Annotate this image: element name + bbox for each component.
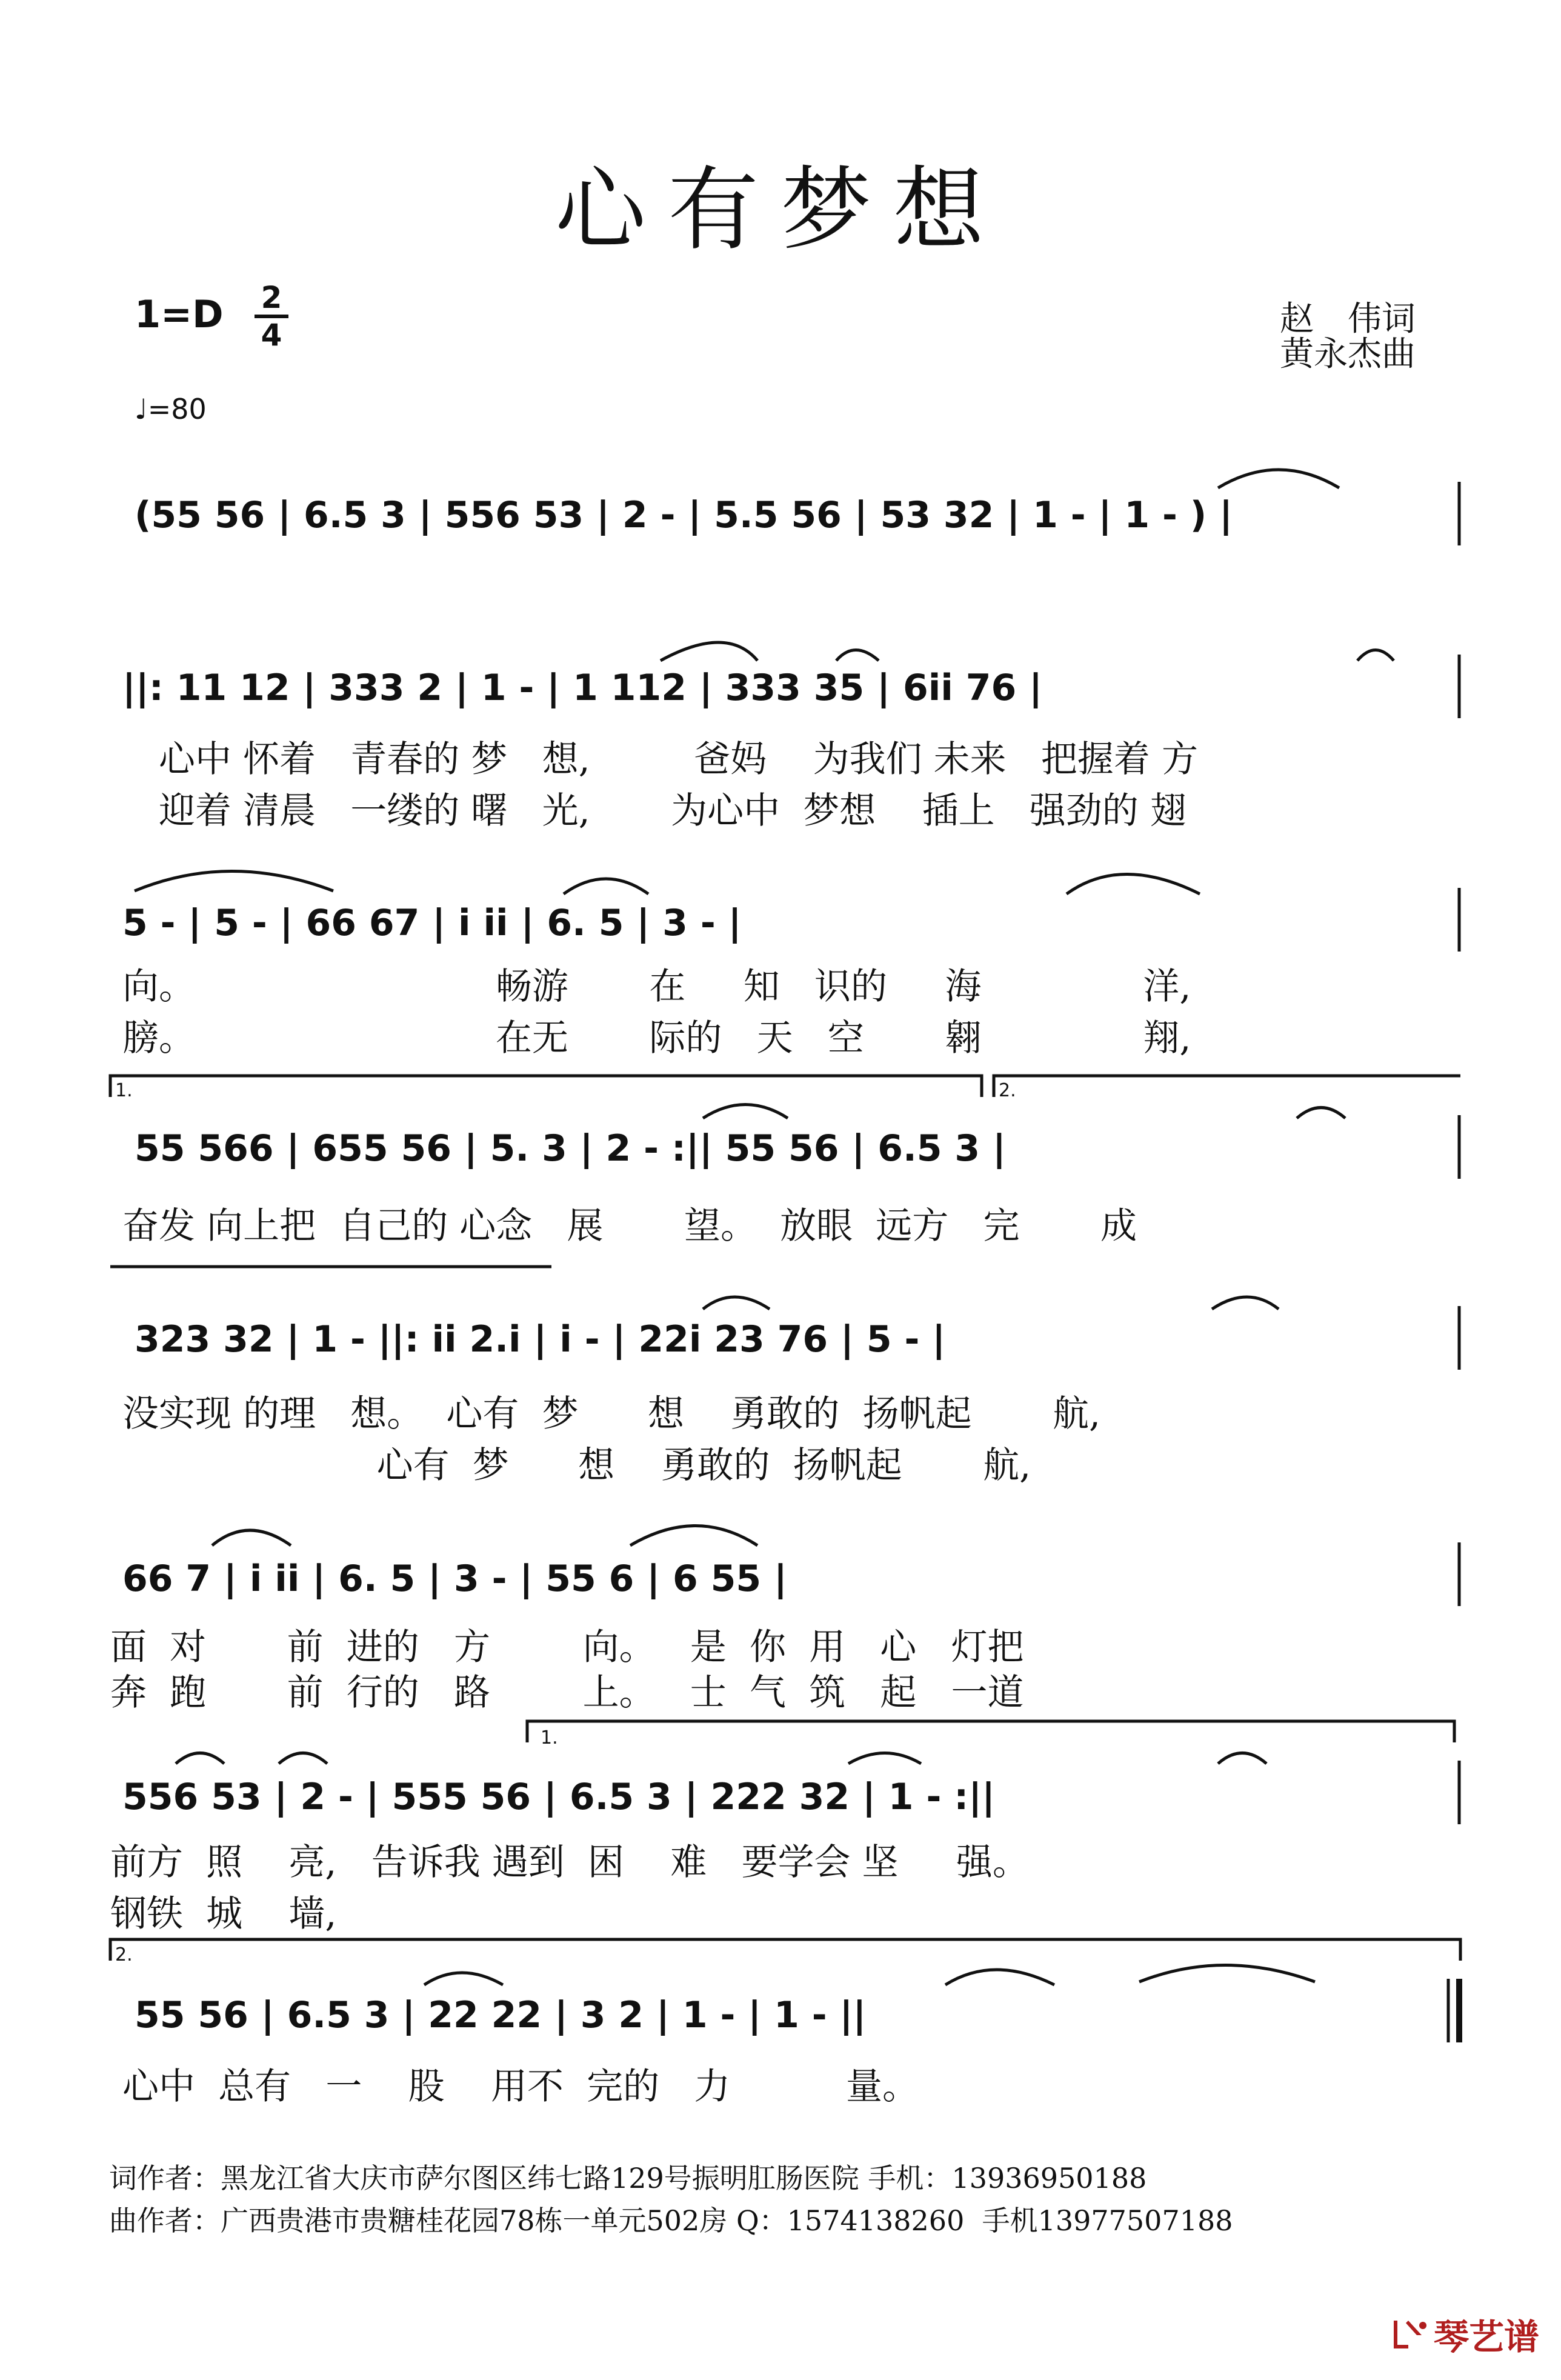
tie-slur <box>279 1753 327 1764</box>
lyrics-system-4-verse-1: 奋发 向上把 自己的 心念 展 望。 放眼 远方 完 成 <box>122 1205 1137 1247</box>
volta-2-bracket <box>110 1939 1460 1961</box>
lyrics-system-2-verse-2: 迎着 清晨 一缕的 曙 光, 为心中 梦想 插上 强劲的 翅 <box>159 790 1187 832</box>
notes-system-4: 55 566 | 655 56 | 5. 3 | 2 - :|| 55 56 | 6.5 3 | <box>135 1127 1006 1170</box>
composer-contact: 曲作者：广西贵港市贵糖桂花园78栋一单元502房 Q：1574138260 手机13977507188 <box>109 2204 1233 2237</box>
volta-1-bracket <box>527 1721 1454 1742</box>
composer-credit: 黄永杰曲 <box>1280 335 1416 374</box>
tie-slur <box>1218 470 1339 488</box>
volta-1-label: 1. <box>115 1080 133 1101</box>
lyrics-system-7-verse-2: 钢铁 城 墙, <box>110 1893 337 1935</box>
meter-top: 2 <box>261 280 282 315</box>
key-signature: 1=D <box>135 292 224 336</box>
notes-system-2: ||: 11 12 | 333 2 | 1 - | 1 112 | 333 35 | 6ii 76 | <box>122 667 1043 709</box>
notes-system-5: 323 32 | 1 - ||: ii 2.i | i - | 22i 23 76 | 5 - | <box>135 1318 946 1361</box>
tie-slur <box>135 872 333 892</box>
quarter-note-icon: ♩ <box>135 393 148 425</box>
lyrics-system-3-verse-1: 向。 畅游 在 知 识的 海 洋, <box>122 965 1191 1008</box>
volta-2-label: 2. <box>115 1944 133 1965</box>
tie-slur <box>424 1973 503 1985</box>
volta-1-label: 1. <box>541 1727 558 1748</box>
tie-slur <box>848 1753 921 1764</box>
tie-slur <box>703 1105 788 1119</box>
lyrics-system-6-verse-2: 奔 跑 前 行的 路 上。 士 气 筑 起 一道 <box>110 1672 1024 1714</box>
notes-system-7: 556 53 | 2 - | 555 56 | 6.5 3 | 222 32 | 1 - :|| <box>122 1776 996 1818</box>
tie-slur <box>630 1526 757 1546</box>
tie-slur <box>1139 1965 1315 1982</box>
song-title: 心有梦想 <box>554 158 1006 263</box>
notes-system-6: 66 7 | i ii | 6. 5 | 3 - | 55 6 | 6 55 | <box>122 1558 787 1600</box>
volta-2-label: 2. <box>999 1080 1016 1101</box>
tie-slur <box>1357 650 1394 661</box>
notes-system-1: (55 56 | 6.5 3 | 556 53 | 2 - | 5.5 56 | 53 32 | 1 - | 1 - ) | <box>135 494 1233 536</box>
tie-slur <box>1297 1108 1345 1119</box>
tie-slur <box>212 1530 291 1545</box>
logo-text: 琴艺谱 <box>1433 2316 1539 2358</box>
tie-slur <box>1067 875 1200 895</box>
tie-slur <box>661 642 757 661</box>
lyrics-system-2-verse-1: 心中 怀着 青春的 梦 想, 爸妈 为我们 未来 把握着 方 <box>159 738 1198 781</box>
lyrics-system-6-verse-1: 面 对 前 进的 方 向。 是 你 用 心 灯把 <box>110 1626 1024 1668</box>
logo-icon <box>1390 2315 1429 2353</box>
volta-2-bracket <box>994 1076 1460 1097</box>
meter-bottom: 4 <box>261 318 282 353</box>
lyrics-system-7-verse-1: 前方 照 亮, 告诉我 遇到 困 难 要学会 坚 强。 <box>110 1841 1029 1884</box>
tie-slur <box>1218 1753 1266 1764</box>
lyrics-system-5-verse-2: 心有 梦 想 勇敢的 扬帆起 航, <box>122 1444 1031 1487</box>
watermark-logo <box>1390 2308 1539 2359</box>
tie-slur <box>1212 1297 1279 1309</box>
notes-system-3: 5 - | 5 - | 66 67 | i ii | 6. 5 | 3 - | <box>122 902 742 944</box>
tie-slur <box>836 650 879 661</box>
lyrics-system-3-verse-2: 膀。 在无 际的 天 空 翱 翔, <box>122 1017 1191 1059</box>
tempo-value: =80 <box>147 393 207 425</box>
tie-slur <box>176 1753 224 1764</box>
tie-slur <box>564 879 648 894</box>
lyricist-contact: 词作者：黑龙江省大庆市萨尔图区纬七路129号振明肛肠医院 手机：13936950188 <box>109 2162 1147 2195</box>
tie-slur <box>703 1297 770 1309</box>
lyrics-system-8-verse-1: 心中 总有 一 股 用不 完的 力 量。 <box>122 2065 919 2108</box>
notes-system-8: 55 56 | 6.5 3 | 22 22 | 3 2 | 1 - | 1 - || <box>135 1994 867 2036</box>
volta-1-bracket <box>110 1076 982 1097</box>
lyricist-credit: 赵 伟词 <box>1280 299 1416 339</box>
lyrics-system-5-verse-1: 没实现 的理 想。 心有 梦 想 勇敢的 扬帆起 航, <box>122 1393 1101 1435</box>
tie-slur <box>945 1970 1054 1985</box>
